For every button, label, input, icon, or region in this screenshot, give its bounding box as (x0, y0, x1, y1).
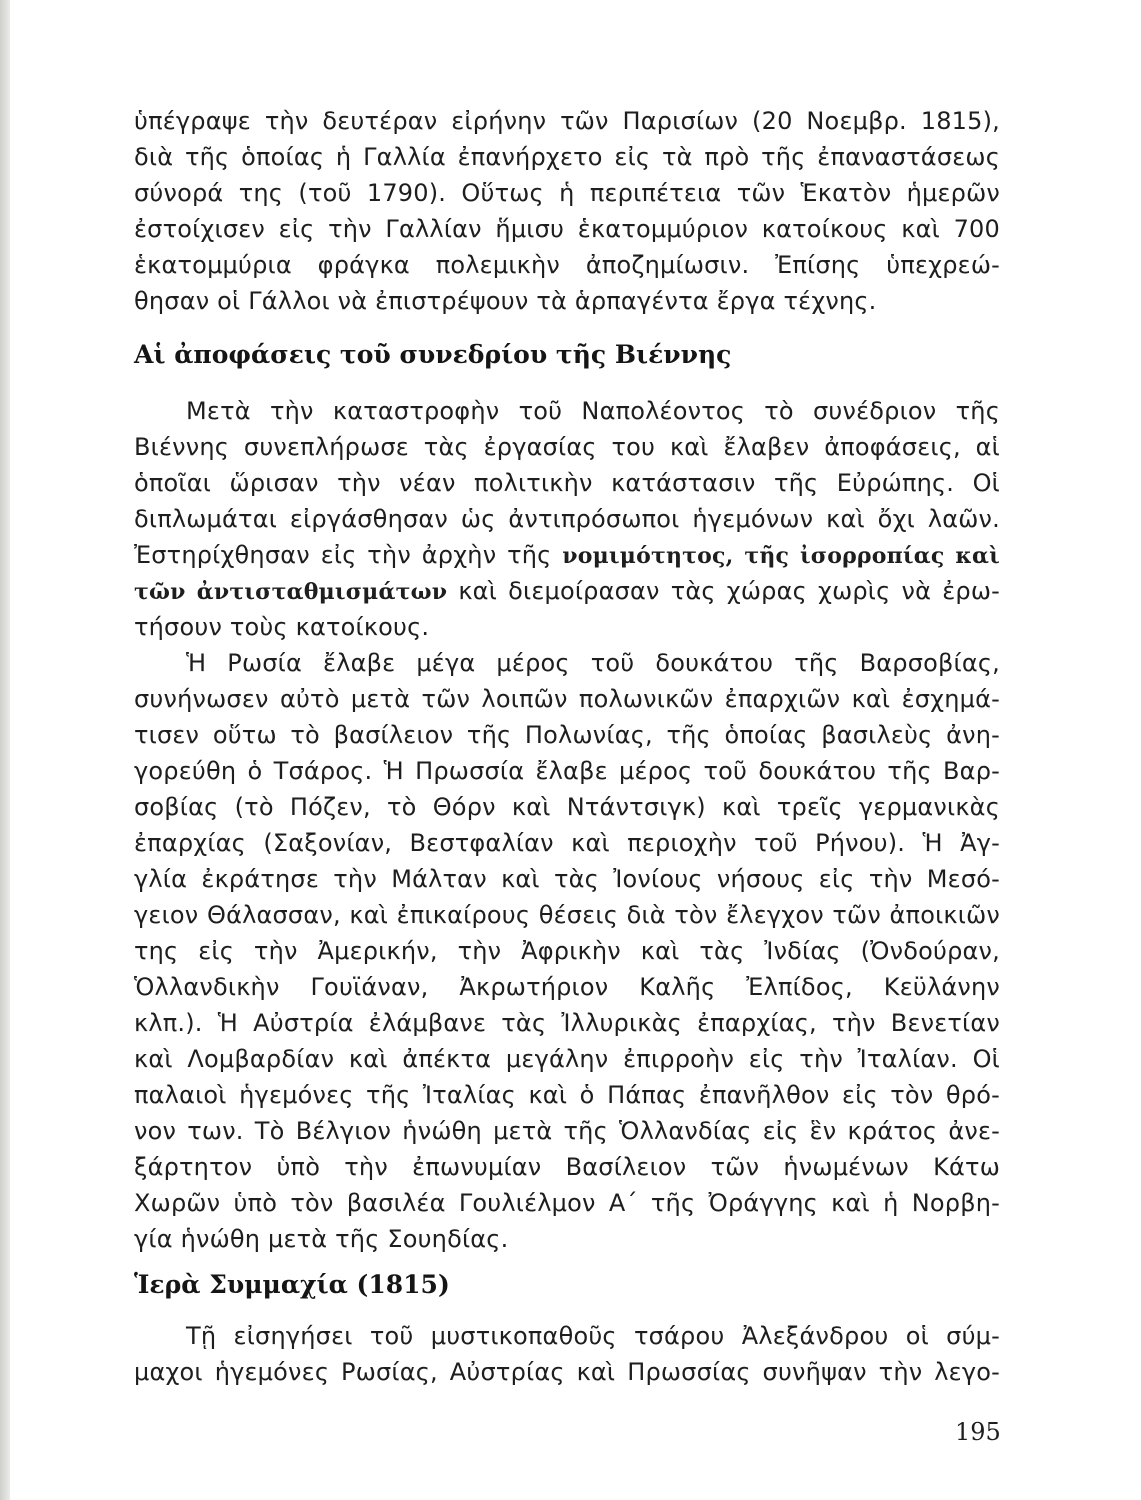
text-line: της εἰς τὴν Ἀμερικήν, τὴν Ἀφρικὴν καὶ τὰς Ἰνδίας (Ὀνδούραν, (134, 937, 1000, 965)
text-line: σύνορά της (τοῦ 1790). Οὕτως ἡ περιπέτεια τῶν Ἑκατὸν ἡμερῶν (134, 179, 1000, 207)
text-line: ἑκατομμύρια φράγκα πολεμικὴν ἀποζημίωσιν. Ἐπίσης ὑπεχρεώ- (134, 251, 1000, 279)
text-line: ἐπαρχίας (Σαξονίαν, Βεστφαλίαν καὶ περιοχὴν τοῦ Ρήνου). Ἡ Ἀγ- (134, 829, 1000, 857)
text-line: γλία ἐκράτησε τὴν Μάλταν καὶ τὰς Ἰονίους νήσους εἰς τὴν Μεσό- (134, 865, 1000, 893)
text-line: μαχοι ἡγεμόνες Ρωσίας, Αὐστρίας καὶ Πρωσσίας συνῆψαν τὴν λεγο- (134, 1358, 1000, 1386)
text-line: διπλωμάται εἰργάσθησαν ὡς ἀντιπρόσωποι ἡγεμόνων καὶ ὄχι λαῶν. (134, 505, 1000, 533)
text-line: ἐστοίχισεν εἰς τὴν Γαλλίαν ἥμισυ ἑκατομμύριον κατοίκους καὶ 700 (134, 215, 1000, 243)
text-line: τισεν οὕτω τὸ βασίλειον τῆς Πολωνίας, τῆς ὁποίας βασιλεὺς ἀνη- (134, 721, 1000, 749)
section-heading-vienna-decisions: Αἱ ἀποφάσεις τοῦ συνεδρίου τῆς Βιέννης (134, 340, 732, 369)
text-line: σοβίας (τὸ Πόζεν, τὸ Θόρν καὶ Ντάντσιγκ) καὶ τρεῖς γερμανικὰς (134, 793, 1000, 821)
text-line: γορεύθη ὁ Τσάρος. Ἡ Πρωσσία ἔλαβε μέρος τοῦ δουκάτου τῆς Βαρ- (134, 757, 1000, 785)
text-line: διὰ τῆς ὁποίας ἡ Γαλλία ἐπανήρχετο εἰς τὰ πρὸ τῆς ἐπαναστάσεως (134, 143, 1000, 171)
paragraph-treaty-of-paris (134, 103, 1000, 319)
text-line: θησαν οἱ Γάλλοι νὰ ἐπιστρέψουν τὰ ἁρπαγέντα ἔργα τέχνης. (134, 287, 877, 315)
text-run: καὶ διεμοίρασαν τὰς χώρας χωρὶς νὰ ἐρω- (447, 577, 1000, 605)
scan-left-edge (0, 0, 10, 1500)
text-line: Βιέννης συνεπλήρωσε τὰς ἐργασίας του καὶ ἔλαβεν ἀποφάσεις, αἱ (134, 433, 1000, 461)
text-line: ξάρτητον ὑπὸ τὴν ἐπωνυμίαν Βασίλειον τῶν ἡνωμένων Κάτω (134, 1153, 1000, 1181)
paragraph-congress-of-vienna (134, 393, 1000, 645)
emphasis-principles: νομιμότητος, τῆς ἰσορροπίας καὶ (562, 543, 1001, 569)
section-heading-holy-alliance: Ἱερὰ Συμμαχία (1815) (134, 1270, 450, 1299)
text-line: νον των. Τὸ Βέλγιον ἡνώθη μετὰ τῆς Ὁλλανδίας εἰς ἓν κράτος ἀνε- (134, 1117, 1000, 1145)
text-line: γειον Θάλασσαν, καὶ ἐπικαίρους θέσεις διὰ τὸν ἔλεγχον τῶν ἀποικιῶν (134, 901, 1000, 929)
text-line (134, 573, 1000, 609)
text-line: Χωρῶν ὑπὸ τὸν βασιλέα Γουλιέλμον Α΄ τῆς Ὀράγγης καὶ ἡ Νορβη- (134, 1189, 1000, 1217)
text-run: Ἐστηρίχθησαν εἰς τὴν ἀρχὴν τῆς (134, 541, 563, 569)
page-number: 195 (955, 1418, 1001, 1446)
text-line (134, 537, 1000, 573)
paragraph-territorial-changes (134, 645, 1000, 1257)
text-line: ὁποῖαι ὥρισαν τὴν νέαν πολιτικὴν κατάστασιν τῆς Εὐρώπης. Οἱ (134, 469, 1000, 497)
text-line: ὑπέγραψε τὴν δευτέραν εἰρήνην τῶν Παρισίων (20 Νοεμβρ. 1815), (134, 107, 1000, 135)
emphasis-compensations: τῶν ἀντισταθμισμάτων (134, 579, 448, 605)
text-line: συνήνωσεν αὐτὸ μετὰ τῶν λοιπῶν πολωνικῶν ἐπαρχιῶν καὶ ἐσχημά- (134, 685, 1000, 713)
text-line: Ὁλλανδικὴν Γουϊάναν, Ἀκρωτήριον Καλῆς Ἐλπίδος, Κεϋλάνην (134, 973, 1000, 1001)
text-line: Μετὰ τὴν καταστροφὴν τοῦ Ναπολέοντος τὸ συνέδριον τῆς (186, 397, 1000, 425)
text-line: καὶ Λομβαρδίαν καὶ ἀπέκτα μεγάλην ἐπιρροὴν εἰς τὴν Ἰταλίαν. Οἱ (134, 1045, 1000, 1073)
text-line: Τῇ εἰσηγήσει τοῦ μυστικοπαθοῦς τσάρου Ἀλεξάνδρου οἱ σύμ- (186, 1322, 1000, 1350)
text-line: παλαιοὶ ἡγεμόνες τῆς Ἰταλίας καὶ ὁ Πάπας ἐπανῆλθον εἰς τὸν θρό- (134, 1081, 1000, 1109)
text-line: τήσουν τοὺς κατοίκους. (134, 613, 430, 641)
text-line: Ἡ Ρωσία ἔλαβε μέγα μέρος τοῦ δουκάτου τῆς Βαρσοβίας, (186, 649, 1000, 677)
paragraph-holy-alliance (134, 1318, 1000, 1390)
text-line: γία ἡνώθη μετὰ τῆς Σουηδίας. (134, 1225, 509, 1253)
text-line: κλπ.). Ἡ Αὐστρία ἐλάμβανε τὰς Ἰλλυρικὰς ἐπαρχίας, τὴν Βενετίαν (134, 1009, 1000, 1037)
